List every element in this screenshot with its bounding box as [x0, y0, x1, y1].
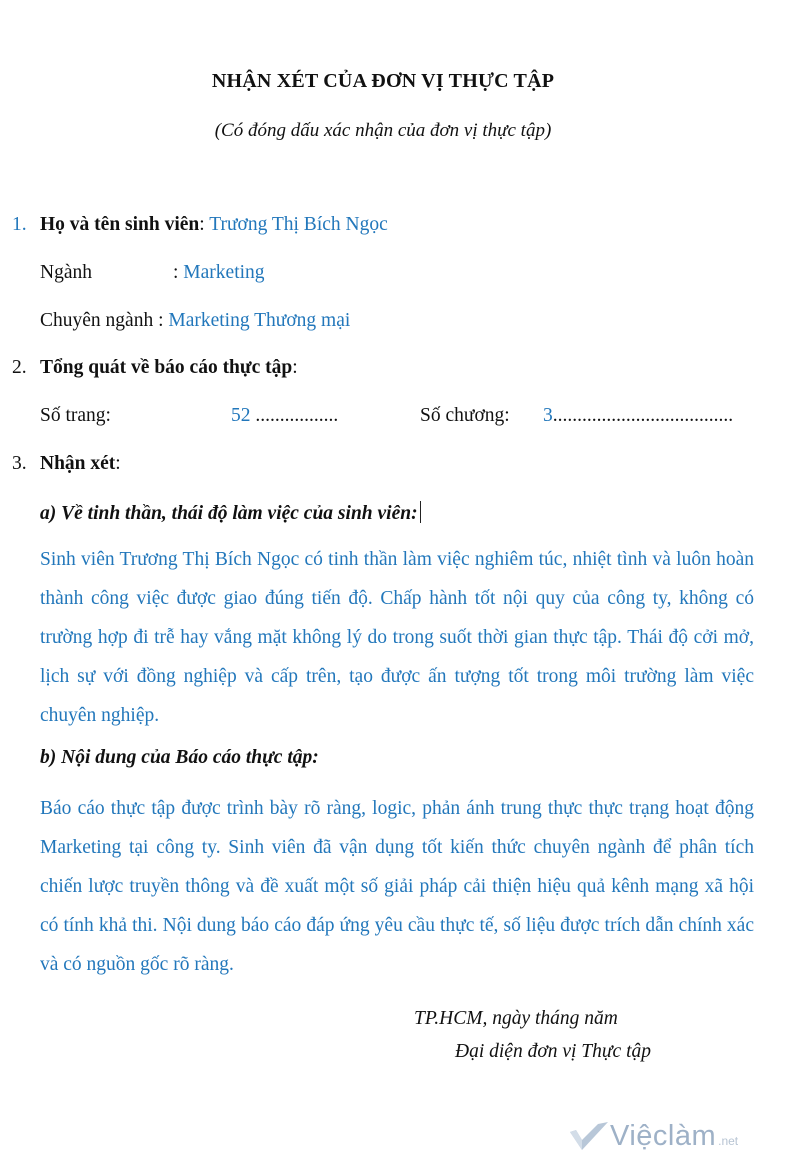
chapters-dots: ..................................... [552, 405, 734, 426]
specialization-value: Marketing Thương mại [168, 310, 351, 331]
attitude-heading-text: a) Về tinh thần, thái độ làm việc của sinh viên: [40, 503, 418, 524]
logo-word: Việclàm [610, 1119, 717, 1152]
student-name-label: Họ và tên sinh viên [40, 214, 200, 235]
check-mark-icon [568, 1120, 610, 1152]
signature-place-date: TP.HCM, ngày tháng năm [414, 1008, 618, 1029]
pages-label: Số trang: [40, 405, 111, 426]
attitude-heading [40, 501, 421, 525]
major-label: Ngành [40, 262, 92, 283]
section-3-number: 3. [12, 453, 27, 474]
attitude-comment[interactable]: Sinh viên Trương Thị Bích Ngọc có tinh thần làm việc nghiêm túc, nhiệt tình và luôn hoàn thành công việc được giao đúng tiến độ. Chấp hành tốt nội quy của công ty, không có trường hợp đi trễ hay vắng mặt không lý do trong suốt thời gian thực tập. Thái độ cởi mở, lịch sự với đồng nghiệp và cấp trên, tạo được ấn tượng tốt trong môi trường làm việc chuyên nghiệp. [40, 549, 754, 726]
major-row [173, 262, 265, 284]
signature-role: Đại diện đơn vị Thực tập [455, 1041, 651, 1062]
student-name-row [40, 214, 388, 236]
label-colon: : [292, 357, 298, 378]
pages-dots: ................. [255, 405, 339, 426]
document-subtitle: (Có đóng dấu xác nhận của đơn vị thực tập) [214, 120, 552, 141]
major-value: Marketing [183, 262, 265, 283]
specialization-row [40, 310, 350, 332]
label-colon: : [115, 453, 121, 474]
label-colon: : [153, 310, 169, 331]
report-overview-label: Tổng quát về báo cáo thực tập [40, 357, 293, 378]
specialization-label: Chuyên ngành [40, 310, 154, 331]
section-1-number: 1. [12, 214, 27, 235]
comments-label: Nhận xét [40, 453, 116, 474]
chapters-value: 3 [543, 405, 553, 426]
content-heading: b) Nội dung của Báo cáo thực tập: [40, 747, 319, 768]
label-colon: : [199, 214, 210, 235]
document-title: NHẬN XÉT CỦA ĐƠN VỊ THỰC TẬP [211, 70, 555, 92]
report-overview-row [40, 357, 298, 379]
pages-row [231, 405, 338, 427]
pages-value: 52 [231, 405, 251, 426]
comments-row [40, 453, 121, 475]
logo-suffix: .net [718, 1134, 739, 1148]
vieclam-logo [568, 1116, 738, 1156]
content-comment[interactable]: Báo cáo thực tập được trình bày rõ ràng, logic, phản ánh trung thực thực trạng hoạt động Marketing tại công ty. Sinh viên đã vận dụng tốt kiến thức chuyên ngành để phân tích chiến lược truyền thông và đề xuất một số giải pháp cải thiện hiệu quả kênh mạng xã hội có tính khả thi. Nội dung báo cáo đáp ứng yêu cầu thực tế, số liệu được trích dẫn chính xác và có nguồn gốc rõ ràng. [40, 798, 754, 975]
chapters-label: Số chương: [420, 405, 510, 426]
section-2-number: 2. [12, 357, 27, 378]
label-colon: : [173, 262, 184, 283]
text-cursor [420, 501, 421, 523]
student-name-value: Trương Thị Bích Ngọc [209, 214, 388, 235]
chapters-row [543, 405, 733, 427]
